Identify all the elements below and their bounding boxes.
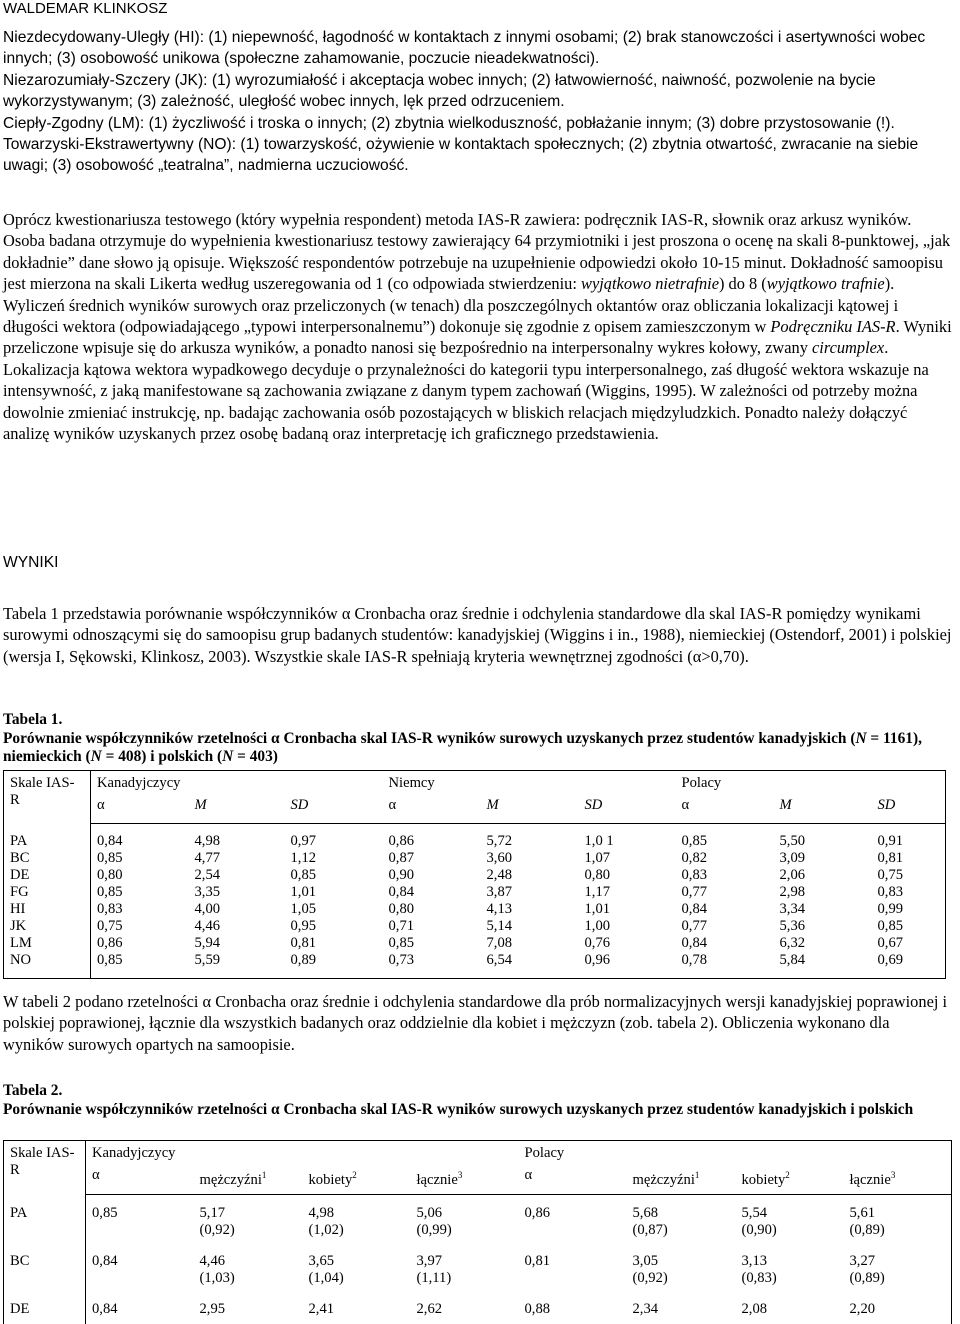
table-row [4, 952, 946, 979]
table1-group-header: Polacy [676, 771, 946, 797]
table2-intro-paragraph: W tabeli 2 podano rzetelności α Cronbacha oraz średnie i odchylenia standardowe dla prób normalizacyjnych wersji kanadyjskiej poprawionej i polskiej poprawionej, łącznie dla wszystkich badanych oraz oddzielnie dla kobiet i mężczyzn (zob. tabela 2). Obliczenia wykonano dla wyników surowych opartych na samoopisie. [3, 992, 948, 1054]
table1-value-cell: 4,13 [486, 901, 513, 917]
table1-value-cell: 1,05 [290, 901, 317, 917]
table1-subheader: SD [872, 797, 946, 824]
table2-scale-header: Skale IAS-R [4, 1141, 86, 1195]
table1-value-cell: 0,83 [681, 867, 708, 883]
table1-value-cell: 5,94 [194, 935, 221, 951]
table1-value-cell: 0,75 [872, 867, 946, 884]
table1-value-cell: 0,86 [97, 935, 123, 951]
table2-value: (1,11) [416, 1270, 452, 1286]
table2-value: 5,54 [741, 1205, 768, 1221]
table1-subheader: α [383, 797, 481, 824]
table2-caption [3, 1082, 913, 1119]
table2-value: 0,84 [92, 1301, 118, 1317]
table2-value: 5,61 [849, 1205, 876, 1221]
octant-hi: Niezdecydowany-Uległy (HI): (1) niepewność, łagodność w kontaktach z innymi osobami; (2) brak stanowczości i asertywności wobec innych; (3) osobowość unikowa (społeczne zahamowanie, poczucie nieadekwatności). [3, 29, 926, 68]
table1-subheader: SD [579, 797, 676, 824]
table2-value: 2,34 [632, 1301, 659, 1317]
table1-value-cell: 5,59 [189, 952, 285, 979]
table1-value-cell: 0,85 [91, 952, 189, 979]
table2-value-cell [194, 1195, 303, 1246]
table1-value-cell: 1,0 1 [584, 833, 614, 849]
table2-value: 0,86 [524, 1205, 551, 1221]
table1-value-cell: 2,48 [486, 867, 513, 883]
table2-value: (0,92) [199, 1222, 235, 1238]
table2-title: Porównanie współczynników rzetelności α Cronbacha skal IAS-R wyników surowych uzyskanych przez studentów kanadyjskich i polskich [3, 1100, 914, 1118]
table1-group-header: Niemcy [383, 771, 676, 797]
table1-subheader: α [91, 797, 189, 824]
table2-value-cell [844, 1293, 952, 1324]
table2-value-cell [627, 1195, 736, 1246]
table1-value-cell: 0,81 [872, 850, 946, 867]
table2-value: 2,41 [308, 1301, 335, 1317]
table2-subheader: mężczyźni$^1$ [627, 1167, 736, 1195]
table-row [4, 850, 946, 867]
table2-value-cell [519, 1293, 627, 1324]
table2-value: 4,98 [308, 1205, 335, 1221]
table2-value-cell [844, 1195, 952, 1246]
table2 [3, 1140, 952, 1324]
table1-value-cell: 1,01 [584, 901, 611, 917]
table1-value-cell: 0,85 [681, 833, 708, 849]
table2-value-cell [411, 1195, 519, 1246]
table2-value-cell [627, 1293, 736, 1324]
table2-value-cell [194, 1245, 303, 1293]
table1-subheader: SD [285, 797, 383, 824]
table2-value: 2,95 [199, 1301, 226, 1317]
table2-value: (0,87) [632, 1222, 668, 1238]
table2-value-cell [736, 1245, 844, 1293]
section-heading: WYNIKI [3, 554, 59, 571]
table-row [4, 824, 946, 851]
table1-value-cell: 2,54 [194, 867, 221, 883]
table2-subheader: łącznie$^3$ [844, 1167, 952, 1195]
table1-value-cell: 1,17 [584, 884, 611, 900]
table1-value-cell: 0,85 [872, 918, 946, 935]
table1-value-cell: 0,85 [97, 850, 123, 866]
table2-value: 5,06 [416, 1205, 443, 1221]
table2-value-cell [519, 1195, 627, 1246]
table1-value-cell: 6,54 [481, 952, 579, 979]
table1-value-cell: 0,75 [97, 918, 123, 934]
table1-value-cell: 0,69 [872, 952, 946, 979]
table2-value-cell [411, 1245, 519, 1293]
table-row [4, 1195, 952, 1246]
table1-value-cell: 5,84 [774, 952, 872, 979]
table1-value-cell: 0,84 [97, 833, 123, 849]
table1-value-cell: 4,46 [194, 918, 221, 934]
table2-value: (0,83) [741, 1270, 777, 1286]
table1-value-cell: 7,08 [486, 935, 513, 951]
table1-value-cell: 4,98 [194, 833, 221, 849]
table1-value-cell: 0,86 [388, 833, 415, 849]
table1-value-cell: 0,80 [97, 867, 123, 883]
table2-value-cell [303, 1293, 411, 1324]
table2-value: 3,05 [632, 1253, 659, 1269]
table2-value: (1,03) [199, 1270, 235, 1286]
table2-scale-cell: BC [4, 1245, 86, 1293]
octant-descriptions [3, 27, 953, 177]
table1-value-cell: 0,77 [681, 918, 708, 934]
table1-scale-cell: HI [4, 901, 91, 918]
table1-title: Porównanie współczynników rzetelności α Cronbacha skal IAS-R wyników surowych uzyskanych przez studentów kanadyjskich (N = 1161), niemieckich (N = 408) i polskich (N = 403) [3, 729, 922, 765]
table1-value-cell: 0,89 [285, 952, 383, 979]
table2-value: 4,46 [199, 1253, 226, 1269]
table2-value: 5,17 [199, 1205, 226, 1221]
table2-scale-cell: DE [4, 1293, 86, 1324]
table1-caption [3, 711, 960, 767]
table1-value-cell: 1,12 [290, 850, 317, 866]
table1-value-cell: 3,09 [779, 850, 806, 866]
table2-value: 2,08 [741, 1301, 768, 1317]
table1-value-cell: 0,67 [872, 935, 946, 952]
table2-value: (0,90) [741, 1222, 777, 1238]
table1-scale-cell: PA [4, 824, 91, 851]
table2-subheader: α [519, 1167, 627, 1195]
table2-value: 5,68 [632, 1205, 659, 1221]
table2-value-cell [303, 1245, 411, 1293]
table2-value: 3,97 [416, 1253, 443, 1269]
table2-value-cell [86, 1195, 194, 1246]
table1-value-cell: 0,85 [97, 884, 123, 900]
table2-value: 0,85 [92, 1205, 118, 1221]
octant-no: Towarzyski-Ekstrawertywny (NO): (1) towarzyskość, ożywienie w kontaktach społecznych; (2) zbytnia otwartość, zwracanie na siebie uwagi; (3) osobowość „teatralna”, nadmierna uczuciowość. [3, 136, 919, 175]
table1-value-cell: 3,87 [486, 884, 513, 900]
table1-scale-cell: LM [4, 935, 91, 952]
table2-value-cell [627, 1245, 736, 1293]
table-row [4, 1245, 952, 1293]
table1-value-cell: 0,84 [681, 935, 708, 951]
table2-value: 2,20 [849, 1301, 876, 1317]
table1-subheader: M [774, 797, 872, 824]
table1-value-cell: 0,84 [681, 901, 708, 917]
table1-value-cell: 0,73 [383, 952, 481, 979]
table1-value-cell: 5,36 [779, 918, 806, 934]
table1-value-cell: 3,35 [194, 884, 221, 900]
table1-value-cell: 0,78 [676, 952, 774, 979]
table1-value-cell: 2,98 [779, 884, 806, 900]
table1-value-cell: 1,00 [584, 918, 611, 934]
table1-value-cell: 0,82 [681, 850, 708, 866]
table1 [3, 770, 946, 979]
table1-intro-paragraph: Tabela 1 przedstawia porównanie współczynników α Cronbacha oraz średnie i odchylenia standardowe dla skal IAS-R pomiędzy wynikami surowymi odnoszącymi się do samoopisu grup badanych studentów: kanadyjskiej (Wiggins i in., 1988), niemieckiej (Ostendorf, 2001) i polskiej (wersja I, Sękowski, Klinkosz, 2003). Wszystkie skale IAS-R spełniają kryteria wewnętrznej zgodności (α>0,70). [3, 604, 952, 666]
table1-value-cell: 0,90 [388, 867, 415, 883]
table2-value-cell [86, 1245, 194, 1293]
table1-value-cell: 0,83 [872, 884, 946, 901]
table1-value-cell: 0,71 [388, 918, 415, 934]
table2-value-cell [736, 1293, 844, 1324]
table1-scale-header: Skale IAS-R [4, 771, 91, 824]
table2-subheader: kobiety$^2$ [736, 1167, 844, 1195]
table1-value-cell: 0,85 [388, 935, 415, 951]
table2-value: (0,89) [849, 1222, 885, 1238]
table1-value-cell: 0,77 [681, 884, 708, 900]
table2-value-cell [844, 1245, 952, 1293]
table1-scale-cell: DE [4, 867, 91, 884]
table1-value-cell: 4,00 [194, 901, 221, 917]
table2-value: 3,13 [741, 1253, 768, 1269]
table2-group-header: Polacy [519, 1141, 952, 1167]
table1-subheader: M [481, 797, 579, 824]
table2-value: (1,02) [308, 1222, 344, 1238]
table1-scale-cell: BC [4, 850, 91, 867]
table1-value-cell: 0,83 [97, 901, 123, 917]
table-row [4, 935, 946, 952]
octant-jk: Niezarozumiały-Szczery (JK): (1) wyrozumiałość i akceptacja wobec innych; (2) łatwowierność, naiwność, pozwolenie na bycie wykorzystywanym; (3) zależność, uległość wobec innych, lęk przed odrzuceniem. [3, 71, 876, 111]
table1-value-cell: 0,96 [579, 952, 676, 979]
octant-lm: Ciepły-Zgodny (LM): (1) życzliwość i troska o innych; (2) zbytnia wielkoduszność, pobłażanie innym; (3) dobre przystosowanie (!). [3, 114, 895, 132]
table1-value-cell: 0,81 [290, 935, 317, 951]
table-row [4, 884, 946, 901]
table1-value-cell: 3,34 [779, 901, 806, 917]
table1-value-cell: 0,91 [872, 824, 946, 851]
table-row [4, 867, 946, 884]
table2-value: (0,99) [416, 1222, 452, 1238]
table1-value-cell: 5,50 [779, 833, 806, 849]
table2-value: (0,92) [632, 1270, 668, 1286]
table1-value-cell: 0,95 [290, 918, 317, 934]
table1-value-cell: 5,14 [486, 918, 513, 934]
table2-value-cell [86, 1293, 194, 1324]
table1-value-cell: 0,97 [290, 833, 317, 849]
table1-value-cell: 3,60 [486, 850, 513, 866]
table2-value: 3,65 [308, 1253, 335, 1269]
table1-value-cell: 0,76 [584, 935, 611, 951]
table-row [4, 918, 946, 935]
table2-value: (1,04) [308, 1270, 344, 1286]
table2-value-cell [519, 1245, 627, 1293]
table1-value-cell: 0,80 [388, 901, 415, 917]
table1-value-cell: 1,07 [584, 850, 611, 866]
table2-subheader: mężczyźni$^1$ [194, 1167, 303, 1195]
table2-value-cell [194, 1293, 303, 1324]
table1-value-cell: 0,84 [388, 884, 415, 900]
table2-value: 2,62 [416, 1301, 443, 1317]
table2-value-cell [411, 1293, 519, 1324]
table1-value-cell: 2,06 [779, 867, 806, 883]
table1-scale-cell: FG [4, 884, 91, 901]
table-row [4, 1293, 952, 1324]
table-row [4, 901, 946, 918]
table2-group-header: Kanadyjczycy [86, 1141, 519, 1167]
table2-scale-cell: PA [4, 1195, 86, 1246]
table1-label: Tabela 1. [3, 711, 63, 728]
table1-value-cell: 0,80 [584, 867, 611, 883]
table2-subheader: α [86, 1167, 194, 1195]
table2-label: Tabela 2. [3, 1082, 63, 1099]
running-header: WALDEMAR KLINKOSZ [3, 0, 168, 17]
table1-subheader: M [189, 797, 285, 824]
table2-value: 0,81 [524, 1253, 551, 1269]
method-paragraph: Oprócz kwestionariusza testowego (który wypełnia respondent) metoda IAS-R zawiera: podręcznik IAS-R, słownik oraz arkusz wyników. Osoba badana otrzymuje do wypełnienia kwestionariusz testowy zawierający 64 przymiotniki i jest proszona o ocenę na skali 8-punktowej, „jak dokładnie” dane słowo ją opisuje. Większość respondentów potrzebuje na uzupełnienie odpowiedzi około 10-15 minut. Dokładność samoopisu jest mierzona na skali Likerta według uszeregowania od 1 (co odpowiada stwierdzeniu: wyjątkowo nietrafnie) do 8 (wyjątkowo trafnie). Wyliczeń średnich wyników surowych oraz przeliczonych (w tenach) dla poszczególnych oktantów oraz obliczania lokalizacji kątowej i długości wektora (odpowiadającego „typowi interpersonalnemu”) dokonuje się zgodnie z opisem zamieszczonym w Podręczniku IAS-R. Wyniki przeliczone wpisuje się do arkusza wyników, a ponadto nanosi się bezpośrednio na interpersonalny wykres kołowy, zwany circumplex. Lokalizacja kątowa wektora wypadkowego decyduje o przynależności do kategorii typu interpersonalnego, zaś długość wektora wskazuje na intensywność, z jaką manifestowane są zachowania związane z danym typem zachowań (Wiggins, 1995). W zależności od potrzeby można dowolnie zmieniać instrukcję, np. badając zachowania osób pozostających w bliskich relacjach międzyludzkich. Ponadto należy dołączyć analizę wyników uzyskanych przez osobę badaną oraz interpretację ich graficznego przedstawienia. [3, 210, 952, 444]
table2-value: 0,84 [92, 1253, 118, 1269]
table2-subheader: łącznie$^3$ [411, 1167, 519, 1195]
table1-value-cell: 0,87 [388, 850, 415, 866]
table1-value-cell: 5,72 [486, 833, 513, 849]
table2-subheader: kobiety$^2$ [303, 1167, 411, 1195]
table1-subheader: α [676, 797, 774, 824]
table2-value-cell [303, 1195, 411, 1246]
table1-value-cell: 0,85 [290, 867, 317, 883]
table2-value-cell [736, 1195, 844, 1246]
table1-value-cell: 6,32 [779, 935, 806, 951]
table1-value-cell: 4,77 [194, 850, 221, 866]
table1-scale-cell: NO [4, 952, 91, 979]
table2-value: 0,88 [524, 1301, 551, 1317]
table1-value-cell: 1,01 [290, 884, 317, 900]
table1-scale-cell: JK [4, 918, 91, 935]
table1-value-cell: 0,99 [872, 901, 946, 918]
table2-value: 3,27 [849, 1253, 876, 1269]
table1-group-header: Kanadyjczycy [91, 771, 383, 797]
table2-value: (0,89) [849, 1270, 885, 1286]
